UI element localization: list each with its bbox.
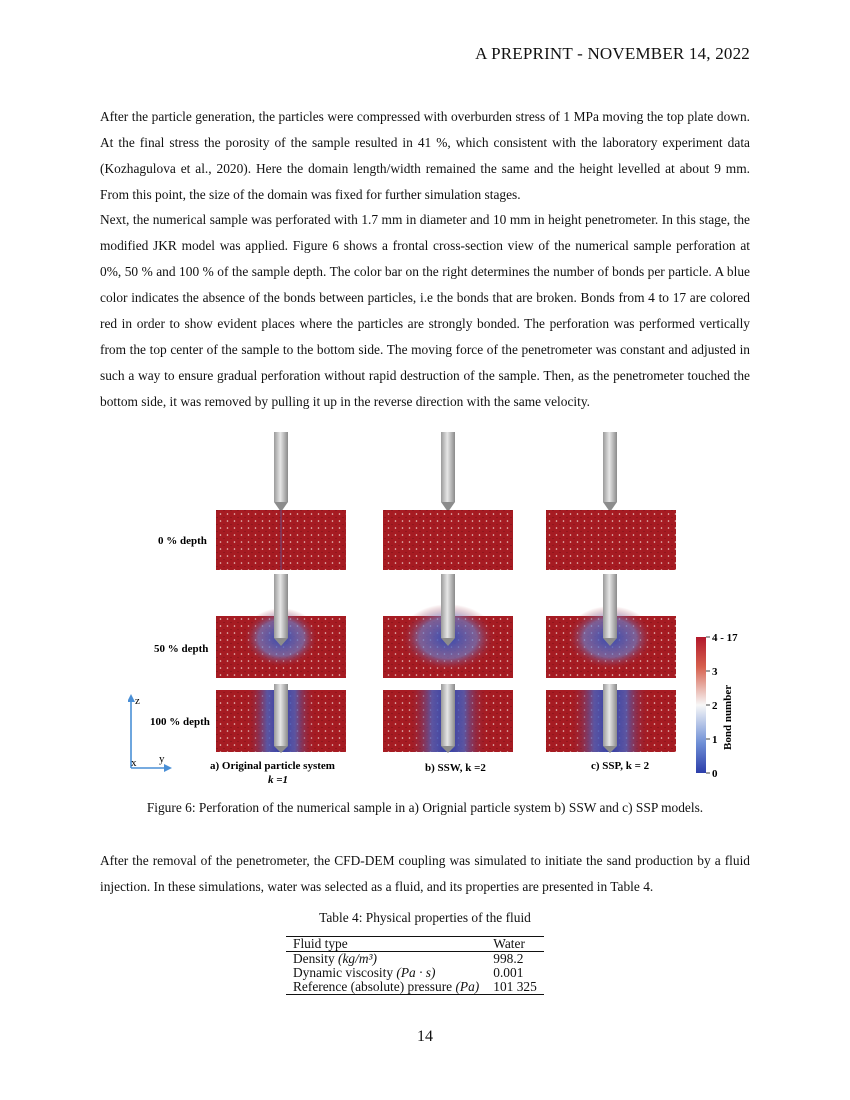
figure-caption: Figure 6: Perforation of the numerical sample in a) Orignial particle system b) SSW and c) SSP models.	[146, 800, 704, 815]
figure-6-graphic	[128, 428, 768, 790]
running-head: A PREPRINT - NOVEMBER 14, 2022	[475, 44, 750, 63]
table-row	[286, 980, 544, 995]
page-number: 14	[417, 1028, 433, 1045]
header-water: Water	[493, 936, 525, 951]
column-c-title: c) SSP, k = 2	[591, 760, 650, 772]
row-label: Reference (absolute) pressure (Pa)	[293, 979, 480, 994]
row-value: 998.2	[493, 951, 524, 966]
figure-6	[128, 428, 768, 790]
axis-x-label: x	[131, 757, 137, 769]
axis-y-label: y	[159, 753, 165, 765]
header-fluid-type: Fluid type	[293, 936, 348, 951]
row-label-0: 0 % depth	[158, 535, 207, 547]
paragraph-3: After the removal of the penetrometer, the CFD-DEM coupling was simulated to initiate the sand production by a fluid injection. In these simulations, water was selected as a fluid, and its properties are presented in Table 4.	[100, 853, 750, 894]
axis-z-label: z	[135, 695, 140, 707]
column-a	[216, 432, 346, 753]
row-label: Dynamic viscosity (Pa · s)	[293, 965, 436, 980]
colorbar-tick-3: 3	[712, 666, 718, 678]
paragraph-2: Next, the numerical sample was perforated with 1.7 mm in diameter and 10 mm in height penetrometer. In this stage, the modified JKR model was applied. Figure 6 shows a frontal cross-section view of the numerical sample perforation at 0%, 50 % and 100 % of the sample depth. The color bar on the right determines the number of bonds per particle. A blue color indicates the absence of the bonds between particles, i.e the bonds that are broken. Bonds from 4 to 17 are colored red in order to show evident places where the particles are strongly bonded. The perforation was performed vertically from the top center of the sample to the bottom side. The moving force of the penetrometer was constant and adjusted in such a way to ensure gradual perforation without rapid destruction of the sample. Then, as the penetrometer touched the bottom side, it was removed by pulling it up in the reverse direction with the same velocity.	[100, 212, 750, 409]
paragraph-1: After the particle generation, the particles were compressed with overburden stress of 1 MPa moving the top plate down. At the final stress the porosity of the sample resulted in 41 %, which consistent with the laboratory experiment data (Kozhagulova et al., 2020). Here the domain length/width remained the same and the height levelled at about 9 mm. From this point, the size of the domain was fixed for further simulation stages.	[100, 109, 750, 202]
colorbar	[696, 637, 706, 773]
table-caption: Table 4: Physical properties of the fluid	[319, 910, 531, 925]
table-row	[286, 952, 544, 967]
row-label: Density (kg/m³)	[293, 951, 377, 966]
row-label-100: 100 % depth	[150, 716, 210, 728]
column-b-title: b) SSW, k =2	[425, 762, 486, 774]
colorbar-tick-4-17: 4 - 17	[712, 632, 738, 644]
colorbar-tick-2: 2	[712, 700, 718, 712]
colorbar-tick-1: 1	[712, 734, 718, 746]
row-value: 0.001	[493, 965, 524, 980]
table-header-row	[286, 937, 544, 952]
column-b	[383, 432, 513, 753]
column-c	[546, 432, 676, 753]
row-value: 101 325	[493, 979, 537, 994]
colorbar-title: Bond number	[722, 684, 734, 750]
column-a-subtitle: k =1	[268, 774, 289, 786]
colorbar-tick-0: 0	[712, 768, 718, 780]
column-a-title: a) Original particle system	[210, 760, 335, 772]
penetrometer-rod	[274, 432, 288, 502]
row-label-50: 50 % depth	[154, 643, 209, 655]
table-row	[286, 966, 544, 980]
fluid-properties-table	[286, 936, 544, 995]
